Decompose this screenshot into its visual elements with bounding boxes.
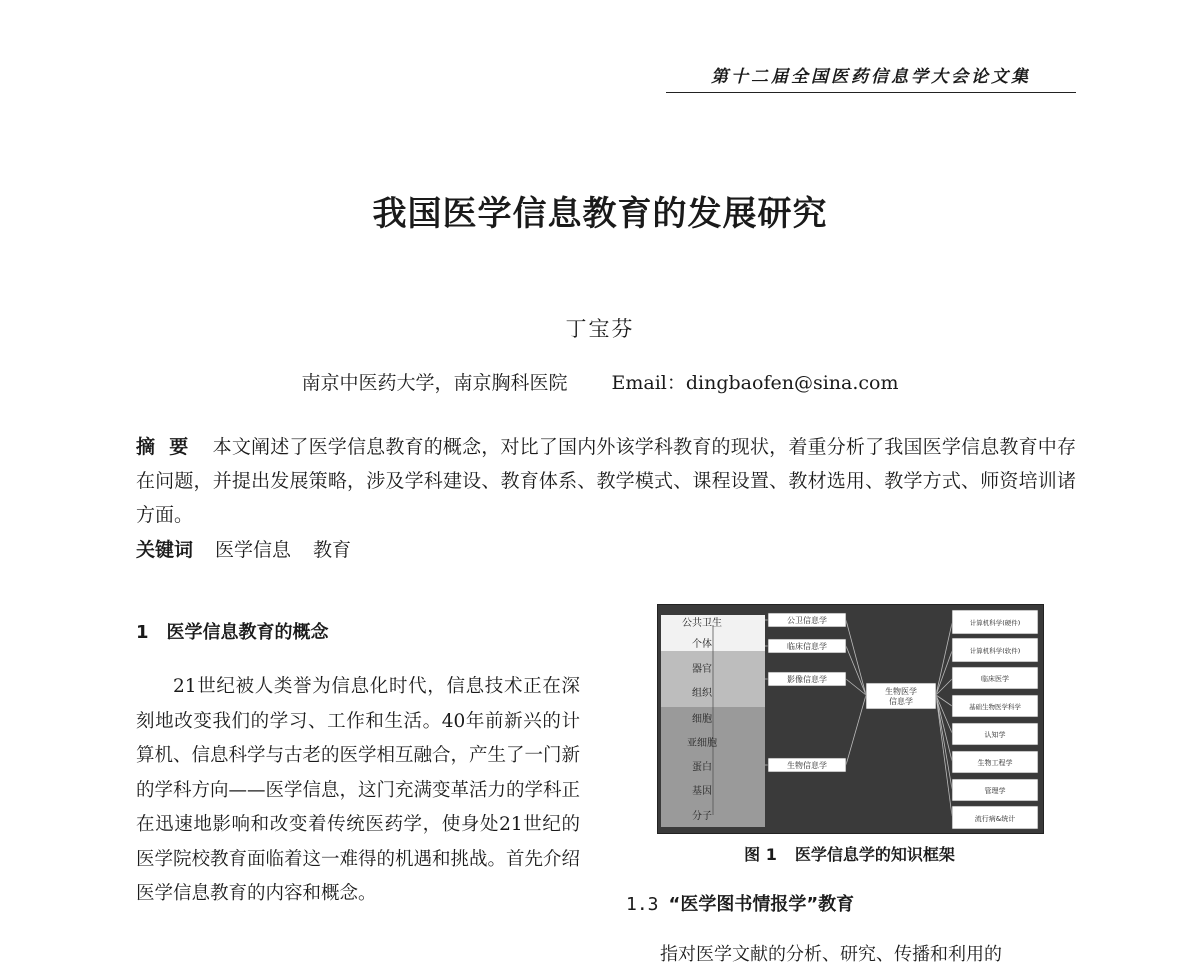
cut-off-text-line: 指对医学文献的分析、研究、传播和利用的 [660,944,1002,965]
affiliation-line [0,368,1200,395]
right-box-label: 认知学 [984,731,1006,739]
affiliation: 南京中医药大学，南京胸科医院 [301,372,568,394]
figure-number: 图 1 [744,845,777,864]
right-box-label: 计算机科学(软件) [969,647,1021,655]
subsection-title: “医学图书情报学”教育 [668,894,855,915]
figure-caption-text: 医学信息学的知识框架 [794,845,955,864]
level-label: 器官 [692,664,712,675]
level-label: 蛋白 [692,762,712,773]
right-box-label: 基础生物医学科学 [969,703,1021,711]
mid-box-label: 影像信息学 [787,675,827,684]
author-name: 丁宝芬 [565,317,635,341]
right-box-label: 流行病&统计 [974,815,1016,823]
mid-box-label: 公卫信息学 [787,616,827,625]
keyword: 教育 [313,539,352,561]
level-label: 细胞 [692,714,712,725]
level-label: 基因 [692,786,712,797]
paper-title: 我国医学信息教育的发展研究 [372,194,828,234]
right-box-label: 临床医学 [981,675,1009,683]
keywords [136,535,1076,565]
section-number: 1 [136,622,149,643]
right-box-label: 计算机科学(硬件) [969,619,1021,627]
abstract-text: 本文阐述了医学信息教育的概念，对比了国内外该学科教育的现状，着重分析了我国医学信息教育中存在问题，并提出发展策略，涉及学科建设、教育体系、教学模式、课程设置、教材选用、教学方式、师资培训诸方面。 [136,436,1076,526]
center-label: 生物医学 [885,687,917,696]
knowledge-framework-figure [657,604,1044,834]
keyword: 医学信息 [215,539,292,561]
abstract [136,430,1076,532]
keywords-label: 关键词 [136,539,194,561]
level-label: 组织 [692,688,712,699]
right-box-label: 管理学 [984,787,1006,795]
figure-diagram [658,605,1043,833]
section-title: 医学信息教育的概念 [166,622,329,643]
mid-box-label: 临床信息学 [787,642,827,651]
level-label: 亚细胞 [687,738,717,749]
subsection-number: 1.3 [626,894,659,915]
subsection-heading [626,890,854,916]
center-label: 信息学 [889,697,913,706]
section-paragraph: 21世纪被人类誉为信息化时代，信息技术正在深刻地改变我们的学习、工作和生活。40年前新兴的计算机、信息科学与古老的医学相互融合，产生了一门新的学科方向——医学信息，这门充满变革活力的学科正在迅速地影响和改变着传统医药学，使身处21世纪的医学院校教育面临着这一难得的机遇和挑战。首先介绍医学信息教育的内容和概念。 [136,676,581,904]
mid-box-label: 生物信息学 [787,761,827,770]
running-header: 第十二届全国医药信息学大会论文集 [666,66,1076,93]
level-label: 分子 [692,811,712,822]
section-heading [136,618,329,644]
email: Email：dingbaofen@sina.com [611,372,899,394]
level-label: 公共卫生 [682,618,722,629]
abstract-label: 摘要 [136,436,203,458]
level-label: 个体 [692,639,712,650]
figure-caption [657,842,1042,865]
right-box-label: 生物工程学 [977,759,1013,767]
